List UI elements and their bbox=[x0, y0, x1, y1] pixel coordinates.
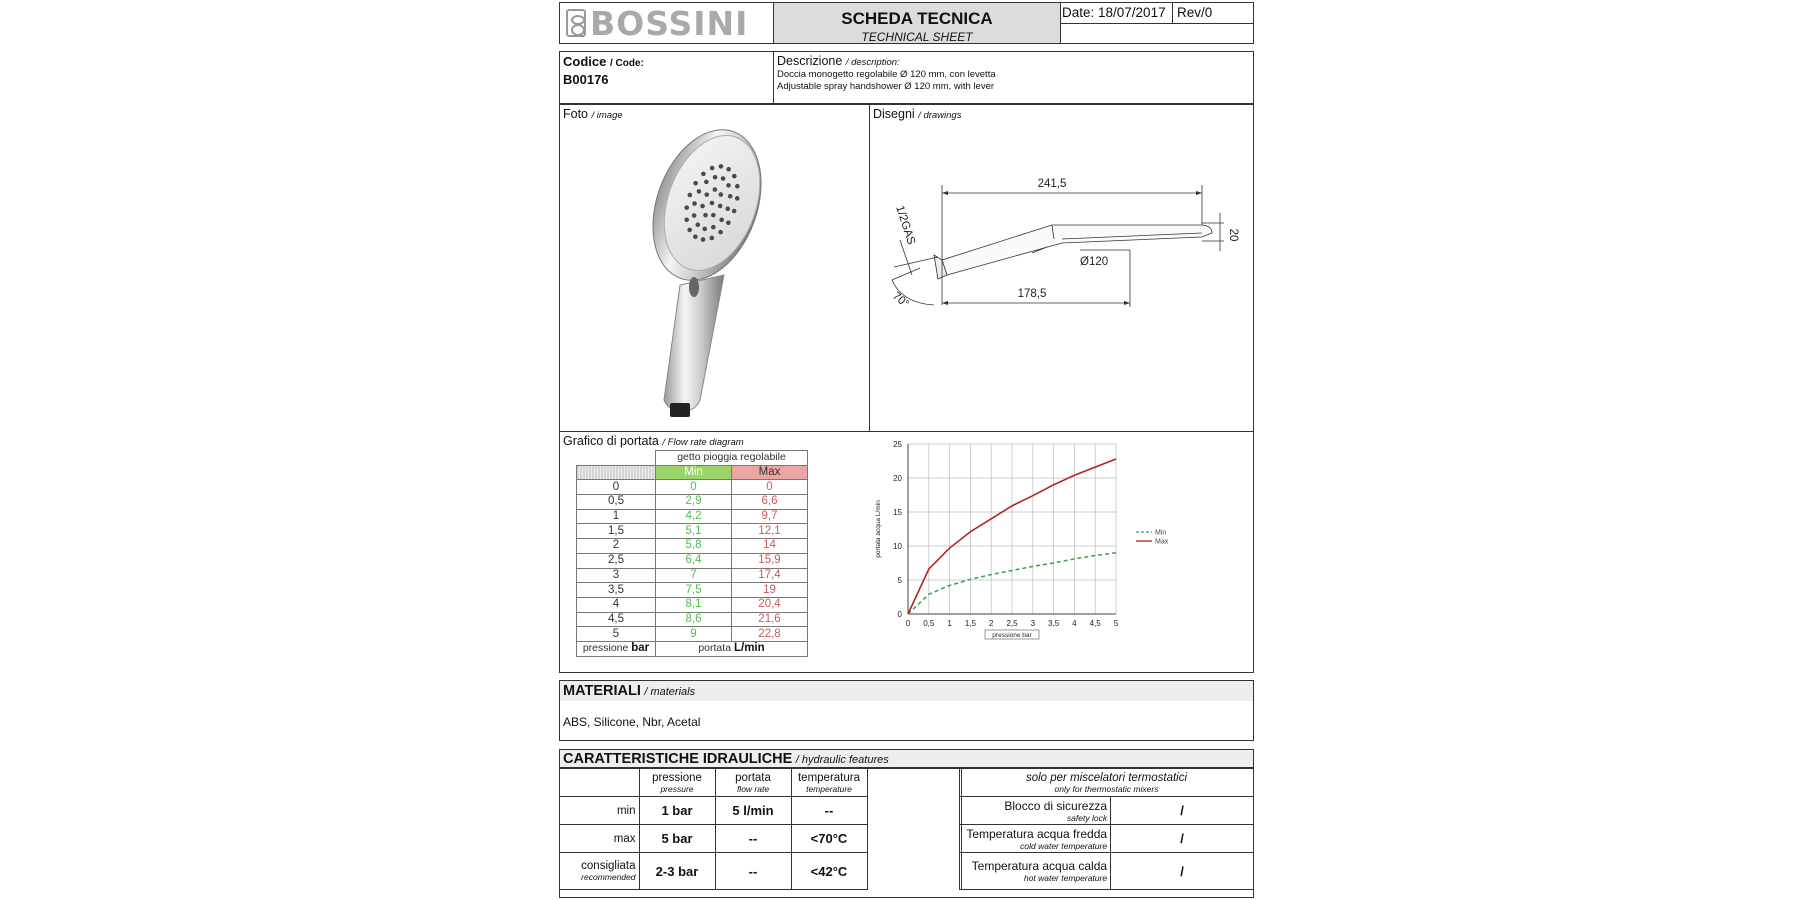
flow-table-row bbox=[577, 509, 808, 524]
flow-table-row bbox=[577, 524, 808, 539]
date: Date: 18/07/2017 bbox=[1062, 5, 1166, 20]
flow-table-row bbox=[577, 597, 808, 612]
description-it: Doccia monogetto regolabile Ø 120 mm, con levetta bbox=[777, 69, 996, 80]
x-tick-label: 4,5 bbox=[1089, 619, 1101, 628]
dim-handle-length: 178,5 bbox=[1017, 288, 1047, 300]
y-tick-label: 5 bbox=[897, 576, 902, 585]
max-flow-cell: 22,8 bbox=[732, 627, 808, 642]
x-tick-label: 4 bbox=[1072, 619, 1077, 628]
thermostatic-row-label: Temperatura acqua fredda cold water temperature bbox=[960, 825, 1111, 853]
min-flow-cell: 4,2 bbox=[656, 509, 732, 524]
flow-table-row bbox=[577, 495, 808, 510]
flow-table bbox=[576, 450, 808, 657]
dim-height: 20 bbox=[1227, 228, 1239, 242]
x-tick-label: 2 bbox=[988, 619, 994, 628]
min-flow-cell: 5,8 bbox=[656, 539, 732, 554]
product-code: B00176 bbox=[563, 72, 609, 87]
flow-table-row bbox=[577, 539, 808, 554]
hydraulic-row-label: consigliata recommended bbox=[559, 853, 639, 890]
description-label: Descrizione / description: bbox=[777, 54, 900, 68]
thermostatic-value-cell: / bbox=[1111, 825, 1253, 853]
flow-table-row bbox=[577, 553, 808, 568]
pressure-cell: 3 bbox=[577, 568, 656, 583]
materials-section bbox=[559, 680, 1254, 741]
max-header: Max bbox=[732, 465, 808, 480]
pressure-cell: 2 bbox=[577, 539, 656, 554]
hydraulic-col-header: portata flow rate bbox=[715, 769, 791, 797]
hydraulic-row-label: min bbox=[559, 797, 639, 825]
dim-thread: 1/2GAS bbox=[893, 204, 918, 247]
x-tick-label: 3,5 bbox=[1048, 619, 1060, 628]
description-en: Adjustable spray handshower Ø 120 mm, with lever bbox=[777, 81, 995, 92]
legend-label: Min bbox=[1155, 529, 1167, 537]
y-tick-label: 10 bbox=[893, 542, 902, 551]
hydraulic-value-cell: <42°C bbox=[791, 853, 867, 890]
flow-chart bbox=[870, 438, 1250, 668]
x-tick-label: 3 bbox=[1030, 619, 1036, 628]
y-tick-label: 20 bbox=[893, 474, 902, 483]
revision: Rev/0 bbox=[1177, 5, 1213, 20]
max-flow-cell: 17,4 bbox=[732, 568, 808, 583]
y-tick-label: 0 bbox=[897, 610, 902, 619]
max-flow-cell: 19 bbox=[732, 583, 808, 598]
hydraulic-value-cell: -- bbox=[791, 797, 867, 825]
technical-sheet bbox=[559, 2, 1254, 898]
thermostatic-row bbox=[960, 797, 1254, 825]
hydraulic-value-cell: 1 bar bbox=[639, 797, 715, 825]
x-tick-label: 5 bbox=[1113, 619, 1119, 628]
flow-table-row bbox=[577, 480, 808, 495]
dim-total-length: 241,5 bbox=[1037, 178, 1067, 190]
min-flow-cell: 7,5 bbox=[656, 583, 732, 598]
hydraulic-value-cell: -- bbox=[715, 853, 791, 890]
images-section bbox=[559, 104, 1254, 432]
hydraulic-table bbox=[559, 768, 962, 890]
x-axis-label: pressione bar bbox=[992, 632, 1032, 639]
y-axis-label: portata acqua L/min bbox=[875, 500, 882, 558]
x-tick-label: 2,5 bbox=[1006, 619, 1018, 628]
flow-section bbox=[559, 431, 1254, 673]
bossini-logo-icon bbox=[566, 9, 586, 37]
technical-drawing bbox=[872, 125, 1252, 425]
hydraulic-value-cell: 2-3 bar bbox=[639, 853, 715, 890]
pressure-cell: 2,5 bbox=[577, 553, 656, 568]
thermostatic-row-label: Temperatura acqua calda hot water temperature bbox=[960, 853, 1111, 890]
pressure-cell: 0 bbox=[577, 480, 656, 495]
pressure-cell: 0,5 bbox=[577, 495, 656, 510]
hydraulic-value-cell: 5 l/min bbox=[715, 797, 791, 825]
code-label: Codice / Code: bbox=[563, 54, 644, 69]
pressure-cell: 5 bbox=[577, 627, 656, 642]
min-flow-cell: 9 bbox=[656, 627, 732, 642]
flow-group-header: getto pioggia regolabile bbox=[656, 451, 808, 466]
sheet-title: SCHEDA TECNICA bbox=[841, 9, 993, 28]
thermostatic-row bbox=[960, 853, 1254, 890]
flow-label: Grafico di portata / Flow rate diagram bbox=[563, 434, 744, 448]
pressure-cell: 4,5 bbox=[577, 612, 656, 627]
min-flow-cell: 7 bbox=[656, 568, 732, 583]
thermostatic-value-cell: / bbox=[1111, 853, 1253, 890]
x-tick-label: 0,5 bbox=[923, 619, 935, 628]
pressure-footer: pressione bar bbox=[577, 641, 656, 656]
max-flow-cell: 0 bbox=[732, 480, 808, 495]
handshower-photo bbox=[620, 125, 770, 425]
drawings-label: Disegni / drawings bbox=[873, 107, 962, 121]
dim-angle: 70° bbox=[890, 290, 912, 311]
min-flow-cell: 5,1 bbox=[656, 524, 732, 539]
y-tick-label: 25 bbox=[893, 440, 902, 449]
max-flow-cell: 15,9 bbox=[732, 553, 808, 568]
max-flow-cell: 14 bbox=[732, 539, 808, 554]
max-flow-cell: 12,1 bbox=[732, 524, 808, 539]
x-tick-label: 1 bbox=[947, 619, 952, 628]
pressure-cell: 4 bbox=[577, 597, 656, 612]
thermostatic-value-cell: / bbox=[1111, 797, 1253, 825]
brand-logo bbox=[560, 3, 774, 43]
hydraulic-row-label: max bbox=[559, 825, 639, 853]
sheet-subtitle: TECHNICAL SHEET bbox=[861, 30, 973, 44]
y-tick-label: 15 bbox=[893, 508, 902, 517]
flow-footer: portata L/min bbox=[656, 641, 808, 656]
flow-table-row bbox=[577, 583, 808, 598]
hydraulic-value-cell: -- bbox=[715, 825, 791, 853]
photo-label: Foto / image bbox=[563, 107, 623, 121]
min-flow-cell: 0 bbox=[656, 480, 732, 495]
flow-table-row bbox=[577, 568, 808, 583]
pressure-cell: 1,5 bbox=[577, 524, 656, 539]
hydraulic-col-header: pressione pressure bbox=[639, 769, 715, 797]
pressure-cell: 1 bbox=[577, 509, 656, 524]
thermostatic-header: solo per miscelatori termostatici only for thermostatic mixers bbox=[960, 769, 1254, 797]
flow-table-row bbox=[577, 627, 808, 642]
hydraulic-value-cell: 5 bar bbox=[639, 825, 715, 853]
materials-label: MATERIALI / materials bbox=[563, 683, 696, 699]
min-flow-cell: 6,4 bbox=[656, 553, 732, 568]
max-flow-cell: 20,4 bbox=[732, 597, 808, 612]
materials-value: ABS, Silicone, Nbr, Acetal bbox=[563, 715, 701, 729]
flow-table-row bbox=[577, 612, 808, 627]
max-flow-cell: 6,6 bbox=[732, 495, 808, 510]
header bbox=[559, 2, 1254, 44]
x-tick-label: 0 bbox=[905, 619, 911, 628]
product-info bbox=[559, 51, 1254, 104]
pressure-cell: 3,5 bbox=[577, 583, 656, 598]
thermostatic-table bbox=[959, 768, 1253, 890]
thermostatic-row-label: Blocco di sicurezza safety lock bbox=[960, 797, 1111, 825]
min-flow-cell: 8,1 bbox=[656, 597, 732, 612]
min-header: Min bbox=[656, 465, 732, 480]
thermostatic-row bbox=[960, 825, 1254, 853]
hydraulic-label: CARATTERISTICHE IDRAULICHE / hydraulic features bbox=[563, 751, 889, 767]
sheet-title-block bbox=[774, 3, 1060, 43]
hatch-cell bbox=[577, 465, 656, 480]
hydraulic-col-header: temperatura temperature bbox=[791, 769, 867, 797]
max-flow-cell: 21,6 bbox=[732, 612, 808, 627]
max-flow-cell: 9,7 bbox=[732, 509, 808, 524]
brand-name: BOSSINI bbox=[590, 3, 749, 43]
hydraulic-value-cell: <70°C bbox=[791, 825, 867, 853]
spacer-cell bbox=[867, 769, 961, 890]
legend-label: Max bbox=[1155, 538, 1169, 546]
min-flow-cell: 8,6 bbox=[656, 612, 732, 627]
hydraulic-section bbox=[559, 749, 1254, 898]
x-tick-label: 1,5 bbox=[964, 619, 976, 628]
dim-diameter: Ø120 bbox=[1080, 256, 1109, 268]
min-flow-cell: 2,9 bbox=[656, 495, 732, 510]
